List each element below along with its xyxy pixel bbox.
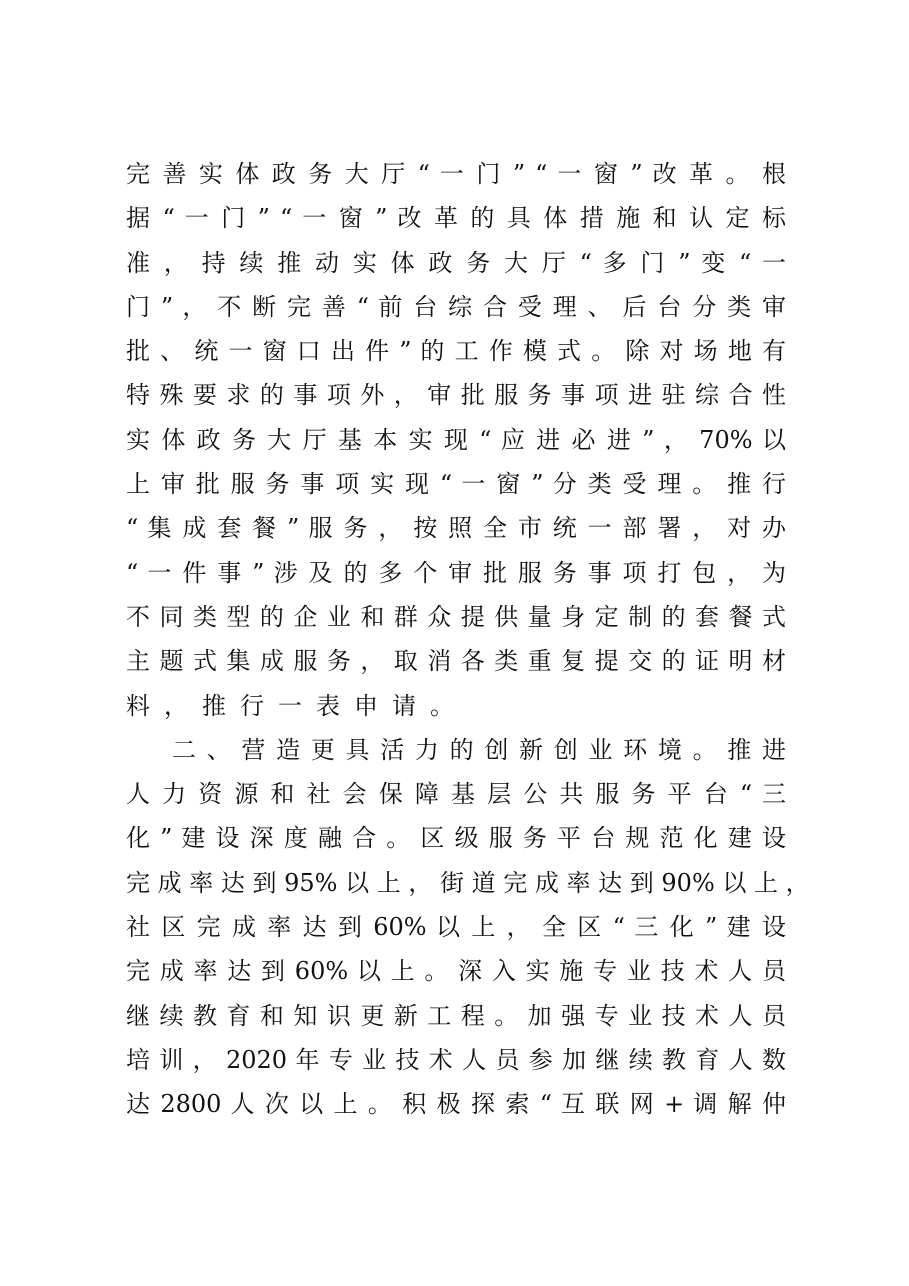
text-line-4: 门 ” ， 不 断 完 善 “ 前 台 综 合 受 理 、 后 台 分 类 审 bbox=[126, 292, 786, 321]
text-line-16: 化 ” 建 设 深 度 融 合 。 区 级 服 务 平 台 规 范 化 建 设 bbox=[126, 824, 786, 853]
text-line-10: “ 一 件 事 ” 涉 及 的 多 个 审 批 服 务 事 项 打 包 ， 为 bbox=[126, 558, 786, 587]
text-line-12: 主 题 式 集 成 服 务 ， 取 消 各 类 重 复 提 交 的 证 明 材 bbox=[126, 647, 786, 676]
text-line-8: 上 审 批 服 务 事 项 实 现 “ 一 窗 ” 分 类 受 理 。 推 行 bbox=[126, 470, 786, 499]
section-heading-line: 二 、 营 造 更 具 活 力 的 创 新 创 业 环 境 。 推 进 bbox=[172, 735, 786, 764]
text-line-3: 准 ， 持 续 推 动 实 体 政 务 大 厅 “ 多 门 ” 变 “ 一 bbox=[126, 248, 786, 277]
text-line-9: “ 集 成 套 餐 ” 服 务 ， 按 照 全 市 统 一 部 署 ， 对 办 bbox=[126, 514, 786, 543]
text-line-15: 人 力 资 源 和 社 会 保 障 基 层 公 共 服 务 平 台 “ 三 bbox=[126, 780, 786, 809]
paragraph-end-line: 料，推行一表申请。 bbox=[126, 691, 468, 720]
text-line-22: 达 2800 人 次 以 上 。 积 极 探 索 “ 互 联 网 + 调 解 仲 bbox=[126, 1090, 786, 1119]
text-line-21: 培 训 ， 2020 年 专 业 技 术 人 员 参 加 继 续 教 育 人 数 bbox=[126, 1045, 786, 1074]
text-line-5: 批 、 统 一 窗 口 出 件 ” 的 工 作 模 式 。 除 对 场 地 有 bbox=[126, 337, 786, 366]
text-line-20: 继 续 教 育 和 知 识 更 新 工 程 。 加 强 专 业 技 术 人 员 bbox=[126, 1001, 786, 1030]
text-line-7: 实 体 政 务 大 厅 基 本 实 现 “ 应 进 必 进 ” ， 70% 以 bbox=[126, 425, 786, 454]
text-line-17: 完 成 率 达 到 95% 以 上 ， 街 道 完 成 率 达 到 90% 以 上 ， bbox=[126, 868, 810, 897]
text-line-19: 完 成 率 达 到 60% 以 上 。 深 入 实 施 专 业 技 术 人 员 bbox=[126, 957, 786, 986]
text-line-6: 特 殊 要 求 的 事 项 外 ， 审 批 服 务 事 项 进 驻 综 合 性 bbox=[126, 381, 786, 410]
text-line-2: 据 “ 一 门 ” “ 一 窗 ” 改 革 的 具 体 措 施 和 认 定 标 bbox=[126, 204, 786, 233]
document-body bbox=[126, 152, 810, 1127]
text-line-1: 完 善 实 体 政 务 大 厅 “ 一 门 ” “ 一 窗 ” 改 革 。 根 bbox=[126, 160, 786, 188]
text-line-11: 不 同 类 型 的 企 业 和 群 众 提 供 量 身 定 制 的 套 餐 式 bbox=[126, 602, 786, 631]
text-line-18: 社 区 完 成 率 达 到 60% 以 上 ， 全 区 “ 三 化 ” 建 设 bbox=[126, 913, 786, 942]
